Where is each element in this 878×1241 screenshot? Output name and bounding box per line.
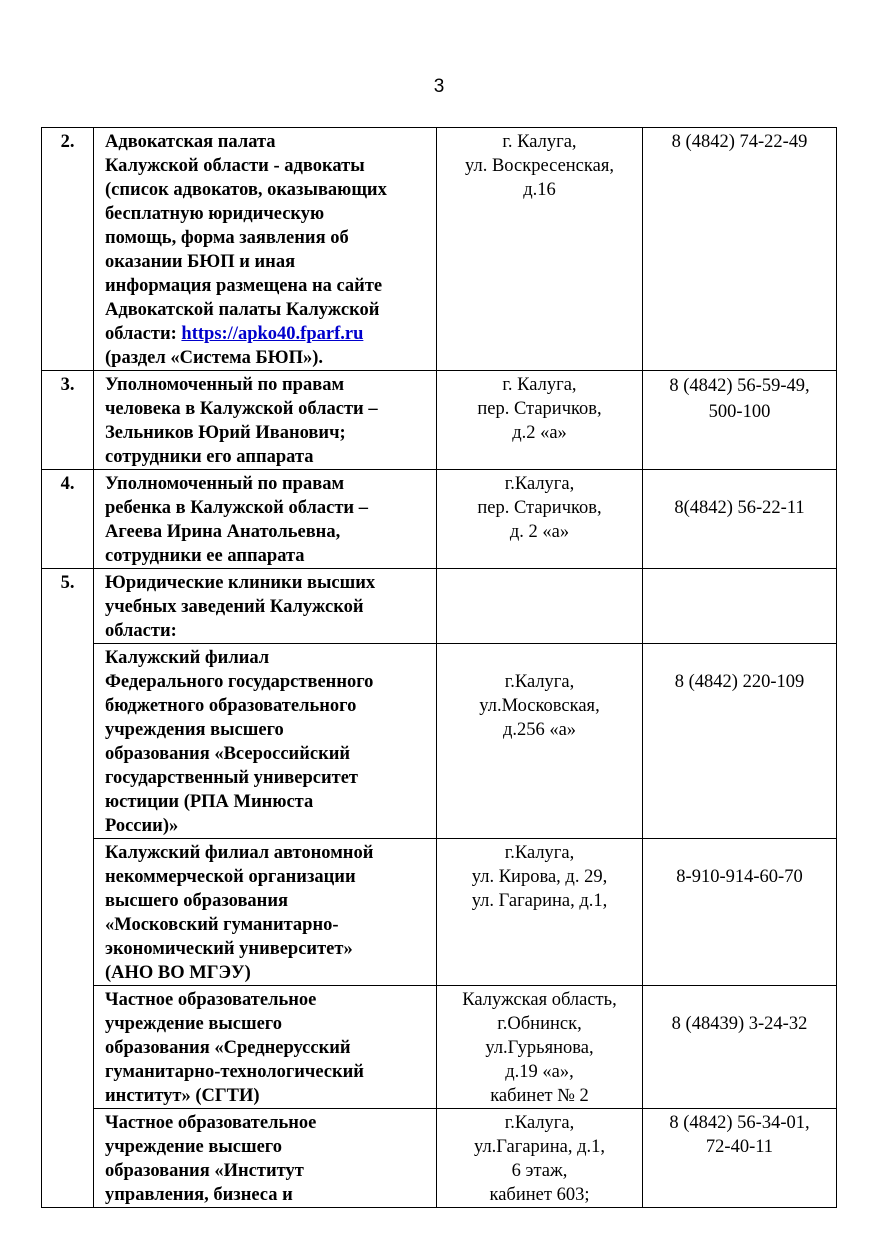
phone bbox=[643, 839, 837, 986]
name-line: помощь, форма заявления об bbox=[105, 228, 349, 248]
table-row bbox=[42, 128, 837, 371]
organization-name bbox=[94, 569, 437, 644]
name-line: учреждение высшего bbox=[105, 1014, 282, 1034]
organization-name bbox=[94, 1109, 437, 1208]
name-line: (раздел «Система БЮП»). bbox=[105, 348, 323, 368]
address-line: ул.Московская, bbox=[479, 696, 600, 716]
name-line: России)» bbox=[105, 816, 179, 836]
name-line: Федерального государственного bbox=[105, 672, 374, 692]
address bbox=[437, 644, 643, 839]
name-line: образования «Среднерусский bbox=[105, 1038, 351, 1058]
phone bbox=[643, 470, 837, 569]
address-line: г.Калуга, bbox=[504, 1113, 575, 1133]
phone-line: 8(4842) 56-22-11 bbox=[674, 498, 805, 518]
phone-line: 72-40-11 bbox=[705, 1137, 774, 1157]
name-line: гуманитарно-технологический bbox=[105, 1062, 364, 1082]
address-line: г. Калуга, bbox=[502, 132, 577, 152]
phone bbox=[643, 128, 837, 371]
address-line: г.Калуга, bbox=[504, 843, 575, 863]
name-line: институт» (СГТИ) bbox=[105, 1086, 260, 1106]
phone bbox=[643, 986, 837, 1109]
name-line: сотрудники его аппарата bbox=[105, 447, 314, 467]
address-line: г.Калуга, bbox=[504, 672, 575, 692]
name-line: образования «Всероссийский bbox=[105, 744, 351, 764]
website-link[interactable]: https://apko40.fparf.ru bbox=[181, 324, 364, 344]
address-line: пер. Старичков, bbox=[477, 498, 602, 518]
name-line: бесплатную юридическую bbox=[105, 204, 325, 224]
organization-name bbox=[94, 128, 437, 371]
address-line: пер. Старичков, bbox=[477, 399, 602, 419]
table-row bbox=[42, 569, 837, 644]
organization-name bbox=[94, 644, 437, 839]
phone bbox=[643, 644, 837, 839]
address-line: ул.Гагарина, д.1, bbox=[474, 1137, 605, 1157]
name-prefix: области: bbox=[105, 324, 182, 344]
organization-name bbox=[94, 986, 437, 1109]
address-line: ул. Кирова, д. 29, bbox=[471, 867, 608, 887]
name-line: «Московский гуманитарно- bbox=[105, 915, 339, 935]
phone-line: 8 (4842) 74-22-49 bbox=[671, 132, 808, 152]
table-row bbox=[42, 470, 837, 569]
address-line: г. Калуга, bbox=[502, 375, 577, 395]
name-line: учреждение высшего bbox=[105, 1137, 282, 1157]
phone-line: 500-100 bbox=[708, 402, 771, 422]
name-line: Калужский филиал автономной bbox=[105, 843, 374, 863]
name-line: сотрудники ее аппарата bbox=[105, 546, 305, 566]
address-line: Калужская область, bbox=[462, 990, 617, 1010]
address-line: кабинет 603; bbox=[489, 1185, 590, 1205]
name-line: экономический университет» bbox=[105, 939, 353, 959]
address-line: д.256 «а» bbox=[502, 720, 577, 740]
address-line: д.16 bbox=[523, 180, 556, 200]
name-line: управления, бизнеса и bbox=[105, 1185, 293, 1205]
address-line: д. 2 «а» bbox=[509, 522, 570, 542]
address-line: ул. Гагарина, д.1, bbox=[471, 891, 608, 911]
name-line: Юридические клиники высших bbox=[105, 573, 376, 593]
name-line: Калужской области - адвокаты bbox=[105, 156, 365, 176]
address-line: ул. Воскресенская, bbox=[465, 156, 614, 176]
name-line bbox=[105, 322, 432, 346]
table-row bbox=[42, 371, 837, 470]
phone bbox=[643, 569, 837, 644]
name-line: Уполномоченный по правам bbox=[105, 474, 345, 494]
name-line: учреждения высшего bbox=[105, 720, 284, 740]
phone-line: 8 (4842) 56-59-49, bbox=[669, 376, 810, 396]
name-line: Калужский филиал bbox=[105, 648, 270, 668]
phone-line: 8 (48439) 3-24-32 bbox=[671, 1014, 808, 1034]
name-line: человека в Калужской области – bbox=[105, 399, 378, 419]
table-row bbox=[42, 644, 837, 839]
organization-name bbox=[94, 470, 437, 569]
address bbox=[437, 371, 643, 470]
name-line: бюджетного образовательного bbox=[105, 696, 357, 716]
address-line: г.Калуга, bbox=[504, 474, 575, 494]
name-line: учебных заведений Калужской bbox=[105, 597, 364, 617]
name-line: ребенка в Калужской области – bbox=[105, 498, 368, 518]
address bbox=[437, 1109, 643, 1208]
table-row bbox=[42, 1109, 837, 1208]
table-row bbox=[42, 839, 837, 986]
name-line: (список адвокатов, оказывающих bbox=[105, 180, 387, 200]
address-line: г.Обнинск, bbox=[497, 1014, 582, 1034]
name-line: Зельников Юрий Иванович; bbox=[105, 423, 346, 443]
address-line: ул.Гурьянова, bbox=[485, 1038, 594, 1058]
name-line: Уполномоченный по правам bbox=[105, 375, 345, 395]
phone bbox=[643, 371, 837, 470]
name-line: (АНО ВО МГЭУ) bbox=[105, 963, 251, 983]
name-line: оказании БЮП и иная bbox=[105, 252, 296, 272]
phone-line: 8 (4842) 56-34-01, bbox=[669, 1113, 810, 1133]
row-number: 3. bbox=[42, 371, 94, 470]
name-line: Адвокатская палата bbox=[105, 132, 276, 152]
address bbox=[437, 569, 643, 644]
row-number: 4. bbox=[42, 470, 94, 569]
name-line: образования «Институт bbox=[105, 1161, 304, 1181]
name-line: Адвокатской палаты Калужской bbox=[105, 300, 380, 320]
address bbox=[437, 128, 643, 371]
row-number: 5. bbox=[42, 569, 94, 1208]
address bbox=[437, 470, 643, 569]
name-line: Частное образовательное bbox=[105, 1113, 317, 1133]
address-line: кабинет № 2 bbox=[490, 1086, 589, 1106]
phone bbox=[643, 1109, 837, 1208]
name-line: Частное образовательное bbox=[105, 990, 317, 1010]
phone-line: 8 (4842) 220-109 bbox=[674, 672, 805, 692]
legal-aid-table bbox=[41, 127, 837, 1208]
name-line: информация размещена на сайте bbox=[105, 276, 383, 296]
organization-name bbox=[94, 839, 437, 986]
address-line: 6 этаж, bbox=[511, 1161, 568, 1181]
organization-name bbox=[94, 371, 437, 470]
table-row bbox=[42, 986, 837, 1109]
address bbox=[437, 986, 643, 1109]
name-line: некоммерческой организации bbox=[105, 867, 356, 887]
page-number: 3 bbox=[433, 76, 445, 97]
row-number: 2. bbox=[42, 128, 94, 371]
address bbox=[437, 839, 643, 986]
address-line: д.19 «а», bbox=[505, 1062, 574, 1082]
address-line: д.2 «а» bbox=[512, 423, 567, 443]
phone-line: 8-910-914-60-70 bbox=[676, 867, 803, 887]
name-line: государственный университет bbox=[105, 768, 359, 788]
name-line: высшего образования bbox=[105, 891, 289, 911]
name-line: юстиции (РПА Минюста bbox=[105, 792, 314, 812]
name-line: области: bbox=[105, 621, 177, 641]
name-line: Агеева Ирина Анатольевна, bbox=[105, 522, 341, 542]
